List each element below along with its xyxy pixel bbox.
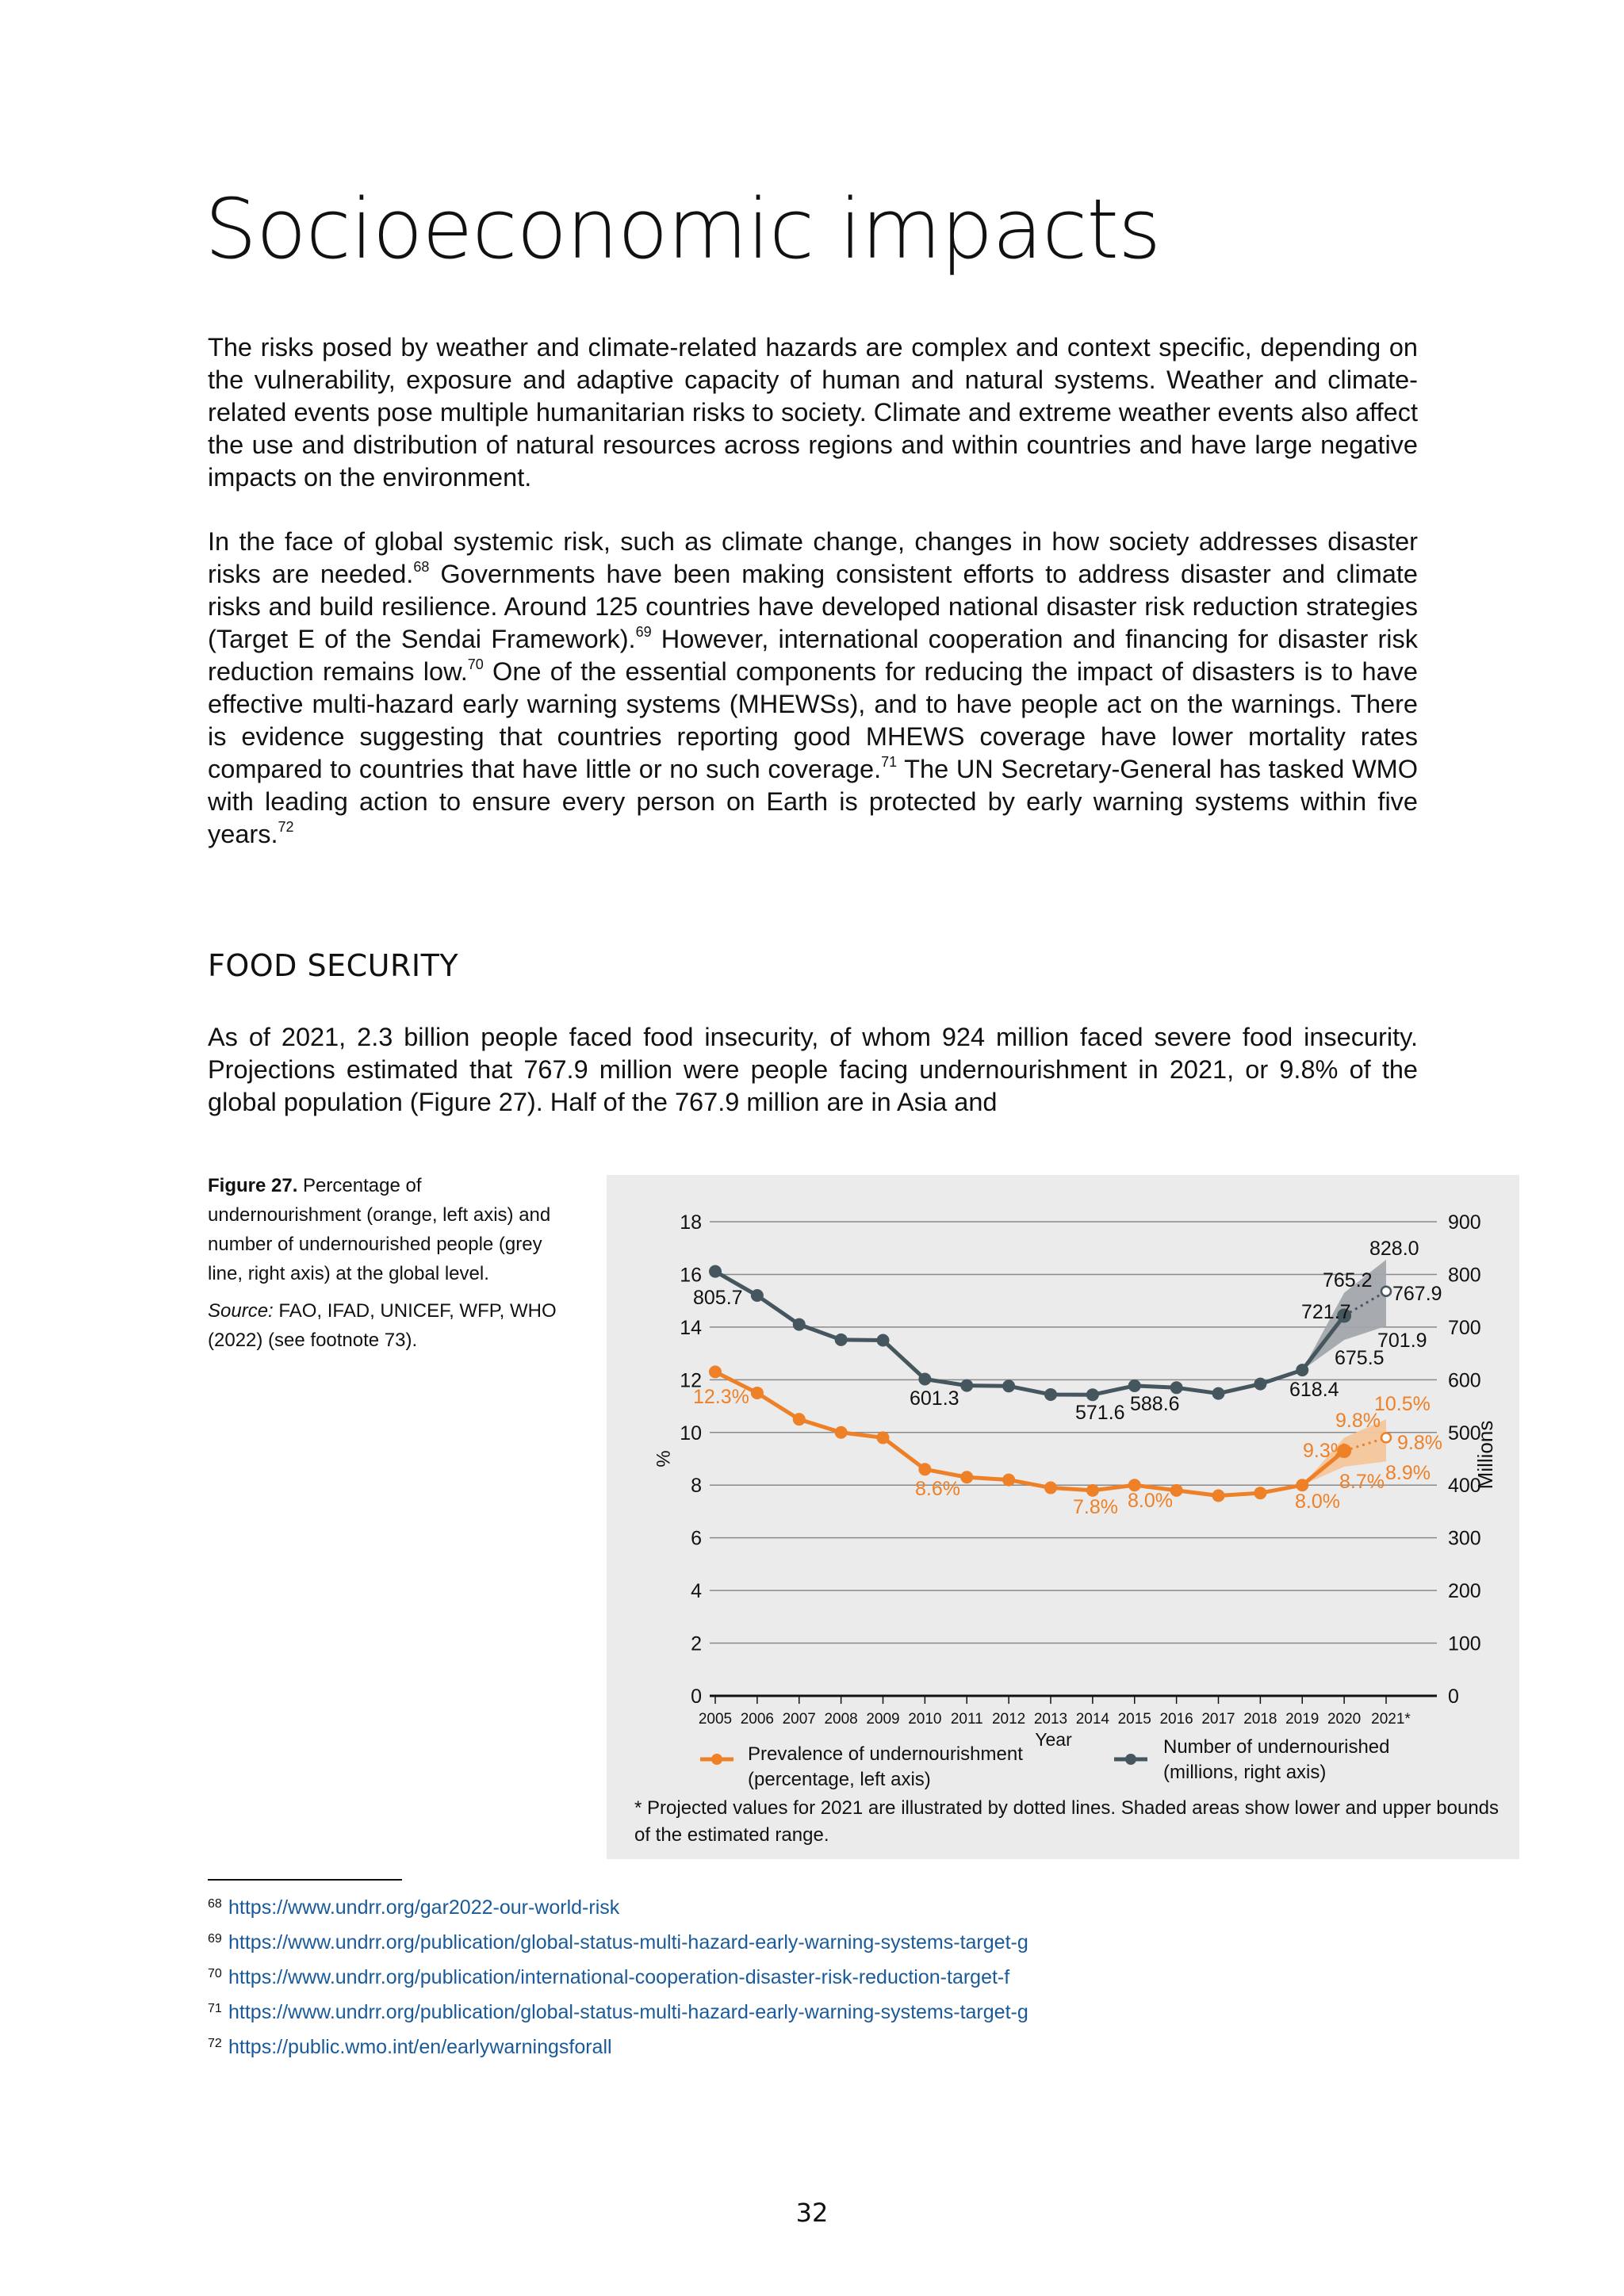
footnote-link[interactable]: https://www.undrr.org/gar2022-our-world-risk (228, 1896, 620, 1919)
chart-footnote: * Projected values for 2021 are illustrated by dotted lines. Shaded areas show lower and upper bounds of the estimated range. (634, 1797, 1500, 1846)
number-data-label: 721.7 (1301, 1301, 1351, 1323)
data-point[interactable] (835, 1426, 848, 1439)
x-tick-label: 2009 (866, 1711, 900, 1728)
data-point[interactable] (918, 1372, 931, 1385)
number-data-label: 675.5 (1335, 1347, 1385, 1369)
y-right-tick-label: 500 (1448, 1422, 1481, 1445)
y-right-tick-label: 600 (1448, 1369, 1481, 1392)
source-text: FAO, IFAD, UNICEF, WFP, WHO (2022) (see footnote 73). (208, 1300, 557, 1351)
x-tick-label: 2013 (1033, 1711, 1068, 1728)
x-tick-label: 2018 (1243, 1711, 1277, 1728)
data-point[interactable] (1296, 1479, 1308, 1491)
y-left-axis-title: % (652, 1450, 673, 1468)
prevalence-data-label: 8.7% (1339, 1471, 1385, 1493)
page-number: 32 (795, 2198, 829, 2228)
data-point[interactable] (1086, 1388, 1099, 1401)
y-right-tick-label: 100 (1448, 1632, 1481, 1655)
data-point[interactable] (1002, 1380, 1015, 1392)
footnote-number: 68 (208, 1897, 222, 1911)
data-point[interactable] (1044, 1388, 1057, 1401)
data-point[interactable] (1212, 1490, 1225, 1502)
prevalence-data-label: 8.9% (1385, 1462, 1431, 1484)
number-data-label: 828.0 (1369, 1238, 1419, 1260)
prevalence-data-label: 8.0% (1295, 1490, 1340, 1513)
data-point[interactable] (1044, 1482, 1057, 1494)
source-label: Source: (208, 1300, 274, 1322)
x-tick-label: 2011 (950, 1711, 983, 1728)
footnote-item (208, 1896, 1028, 1931)
y-left-tick-label: 4 (691, 1580, 702, 1603)
footnote-number: 70 (208, 1967, 222, 1980)
page-title: Socioeconomic impacts (205, 181, 1161, 277)
number-data-label: 701.9 (1377, 1330, 1427, 1352)
x-tick-label: 2020 (1327, 1711, 1362, 1728)
y-left-tick-label: 0 (691, 1686, 702, 1708)
footnote-item (208, 1966, 1028, 2001)
footnote-link[interactable]: https://www.undrr.org/publication/global-status-multi-hazard-early-warning-systems-target-g (228, 2001, 1028, 2023)
y-right-tick-label: 400 (1448, 1475, 1481, 1498)
y-left-tick-label: 2 (691, 1632, 702, 1655)
x-tick-label: 2012 (991, 1711, 1026, 1728)
paragraph-text: One of the essential components for reducing the impact of disasters is to have effective multi-hazard early warning systems (MHEWSs), and to have people act on the warnings. There is evidence suggesting that countries reporting good MHEWS coverage have lower mortality rates compared to countries that have little or no such coverage. (208, 657, 1418, 783)
x-tick-label: 2005 (698, 1711, 733, 1728)
paragraph-text: The UN Secretary-General has tasked WMO with leading action to ensure every person on Earth is protected by early warning systems within five years. (208, 755, 1418, 848)
footnote-ref-70[interactable]: 70 (467, 656, 484, 672)
data-point[interactable] (1002, 1474, 1015, 1487)
y-left-tick-label: 18 (680, 1211, 702, 1234)
x-tick-label: 2007 (782, 1711, 816, 1728)
y-right-tick-label: 200 (1448, 1580, 1481, 1603)
x-tick-label: 2021* (1371, 1711, 1411, 1728)
y-left-tick-label: 14 (680, 1316, 702, 1339)
legend-marker (1125, 1754, 1136, 1765)
footnote-ref-71[interactable]: 71 (881, 754, 898, 770)
y-right-tick-label: 900 (1448, 1211, 1481, 1234)
prevalence-data-label: 12.3% (693, 1386, 749, 1408)
number-line (715, 1272, 1344, 1395)
paragraph-text: In the face of global systemic risk, such as climate change, changes in how society addresses disaster risks are needed. (208, 527, 1418, 588)
data-point[interactable] (793, 1413, 806, 1425)
footnote-item (208, 2001, 1028, 2036)
prevalence-data-label: 8.0% (1128, 1490, 1173, 1512)
intro-paragraph: The risks posed by weather and climate-related hazards are complex and context specific, depending on the vulnerability, exposure and adaptive capacity of human and natural systems. Weather and climate-related events pose multiple humanitarian risks to society. Climate and extreme weather events also affect the use and distribution of natural resources across regions and within countries and have large negative impacts on the environment. (208, 333, 1418, 492)
y-right-tick-label: 300 (1448, 1527, 1481, 1550)
footnote-number: 71 (208, 2002, 222, 2015)
x-axis-title: Year (1035, 1729, 1072, 1750)
data-point[interactable] (1128, 1380, 1141, 1392)
data-point[interactable] (1212, 1387, 1225, 1400)
figure-caption (208, 1171, 573, 1355)
data-point[interactable] (751, 1289, 764, 1302)
paragraph-text: However, international cooperation and financing for disaster risk reduction remains low. (208, 625, 1419, 686)
prevalence-data-label: 8.6% (915, 1478, 960, 1500)
data-point[interactable] (1086, 1484, 1099, 1497)
data-point[interactable] (877, 1431, 890, 1444)
footnote-divider (208, 1879, 402, 1881)
systemic-risk-paragraph (208, 526, 1418, 851)
data-point[interactable] (793, 1318, 806, 1331)
prevalence-data-label: 10.5% (1374, 1393, 1431, 1415)
footnote-ref-69[interactable]: 69 (635, 624, 652, 640)
caption-text (208, 1171, 573, 1288)
data-point[interactable] (751, 1387, 764, 1399)
data-point[interactable] (960, 1471, 973, 1483)
footnote-number: 69 (208, 1932, 222, 1946)
legend-label: (percentage, left axis) (748, 1769, 931, 1790)
line-chart (607, 1175, 1519, 1859)
footnote-link[interactable]: https://www.undrr.org/publication/global-status-multi-hazard-early-warning-systems-target-g (228, 1931, 1028, 1954)
chart-panel (607, 1175, 1519, 1859)
data-point[interactable] (1254, 1487, 1266, 1499)
number-data-label: 805.7 (693, 1287, 743, 1309)
legend-marker (711, 1754, 722, 1765)
data-point[interactable] (709, 1265, 722, 1278)
x-tick-label: 2015 (1117, 1711, 1151, 1728)
data-point[interactable] (960, 1380, 973, 1392)
x-tick-label: 2014 (1075, 1711, 1110, 1728)
data-point[interactable] (1254, 1378, 1266, 1391)
footnote-link[interactable]: https://public.wmo.int/en/earlywarningsforall (228, 2036, 612, 2058)
prevalence-data-label: 9.3% (1303, 1440, 1348, 1462)
y-right-tick-label: 0 (1448, 1686, 1459, 1708)
x-tick-label: 2006 (740, 1711, 775, 1728)
section-heading-food-security: FOOD SECURITY (208, 948, 459, 983)
y-right-tick-label: 800 (1448, 1264, 1481, 1287)
paragraph-text: Governments have been making consistent efforts to address disaster and climate risks and build resilience. Around 125 countries have developed national disaster risk reduction strategies (Target E of the Sendai Framework). (208, 560, 1418, 653)
projected-data-point[interactable] (1381, 1433, 1391, 1442)
footnote-item (208, 2036, 1028, 2071)
prevalence-data-label: 9.8% (1335, 1410, 1381, 1432)
data-point[interactable] (1170, 1381, 1183, 1394)
footnote-list (208, 1896, 1028, 2071)
food-security-paragraph: As of 2021, 2.3 billion people faced food insecurity, of whom 924 million faced severe food insecurity. Projections estimated that 767.9 million were people facing undernourishment in 2021, or 9.8% of the global population (Figure 27). Half of the 767.9 million are in Asia and (208, 1023, 1418, 1116)
number-data-label: 767.9 (1392, 1283, 1442, 1305)
x-tick-label: 2019 (1285, 1711, 1320, 1728)
footnote-item (208, 1931, 1028, 1966)
number-data-label: 601.3 (910, 1387, 959, 1410)
legend-label: (millions, right axis) (1163, 1762, 1327, 1783)
data-point[interactable] (709, 1365, 722, 1378)
y-left-tick-label: 12 (680, 1369, 702, 1392)
y-left-tick-label: 6 (691, 1527, 702, 1550)
y-right-axis-title: Millions (1473, 1420, 1497, 1490)
number-data-label: 571.6 (1075, 1402, 1125, 1424)
figure-source (208, 1296, 573, 1355)
y-left-tick-label: 8 (691, 1475, 702, 1498)
prevalence-data-label: 9.8% (1397, 1432, 1442, 1454)
footnote-ref-72[interactable]: 72 (278, 819, 294, 835)
number-data-label: 618.4 (1289, 1379, 1339, 1401)
x-tick-label: 2017 (1201, 1711, 1235, 1728)
y-right-tick-label: 700 (1448, 1316, 1481, 1339)
y-left-tick-label: 10 (680, 1422, 702, 1445)
legend-label: Prevalence of undernourishment (748, 1743, 1023, 1765)
legend-label: Number of undernourished (1163, 1736, 1390, 1758)
number-data-label: 588.6 (1130, 1393, 1180, 1415)
prevalence-data-label: 7.8% (1073, 1496, 1118, 1518)
caption-body: Percentage of undernourishment (orange, left axis) and number of undernourished people (grey line, right axis) at the global level. (208, 1175, 551, 1284)
footnote-link[interactable]: https://www.undrr.org/publication/international-cooperation-disaster-risk-reduction-target-f (228, 1966, 1010, 1988)
data-point[interactable] (877, 1334, 890, 1347)
x-tick-label: 2016 (1159, 1711, 1193, 1728)
x-tick-label: 2010 (908, 1711, 942, 1728)
data-point[interactable] (918, 1463, 931, 1475)
projected-data-point[interactable] (1381, 1287, 1391, 1296)
footnote-ref-68[interactable]: 68 (413, 559, 430, 575)
number-data-label: 765.2 (1323, 1269, 1373, 1292)
footnote-number: 72 (208, 2037, 222, 2050)
x-tick-label: 2008 (824, 1711, 858, 1728)
figure-label: Figure 27. (208, 1175, 298, 1196)
data-point[interactable] (1296, 1364, 1308, 1376)
y-left-tick-label: 16 (680, 1264, 702, 1287)
data-point[interactable] (835, 1334, 848, 1346)
